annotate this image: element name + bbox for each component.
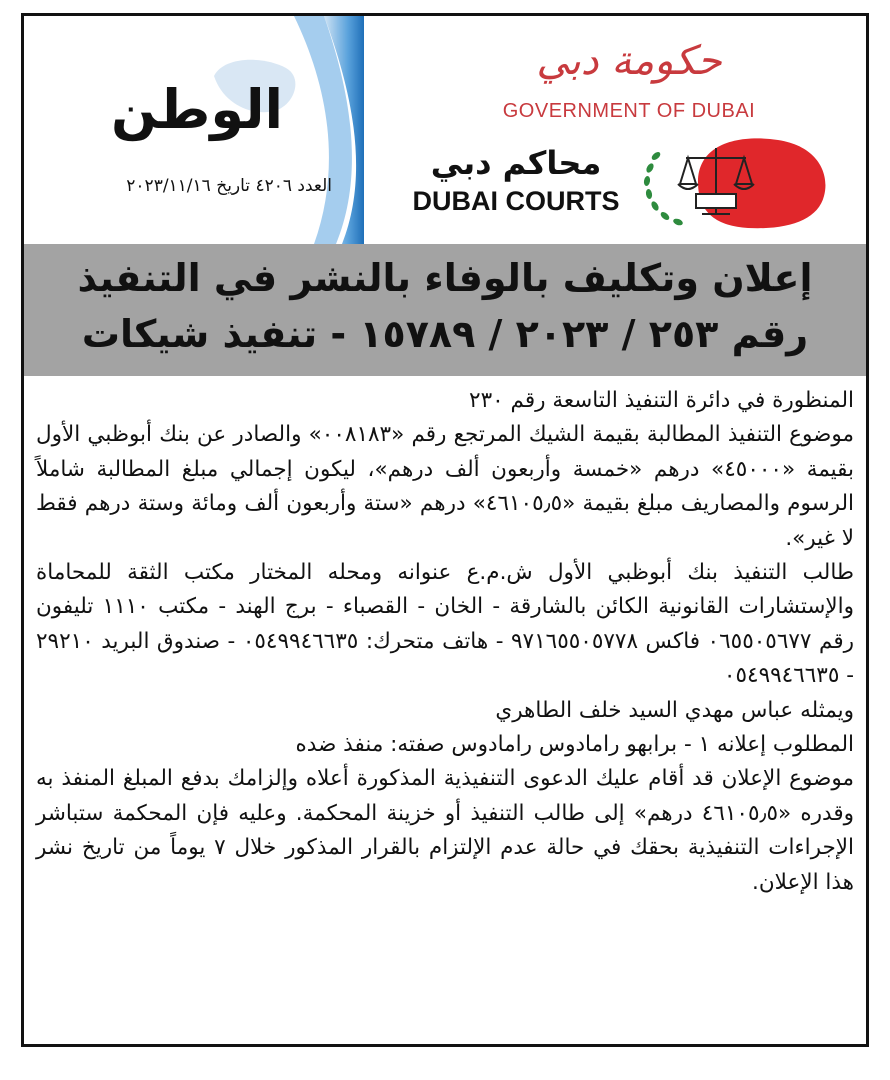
advertisement-frame [21, 13, 869, 1047]
execution-circuit: المنظورة في دائرة التنفيذ التاسعة رقم ٢٣٠ [469, 388, 854, 413]
courts-name-arabic: محاكم دبي [430, 144, 602, 182]
dubai-courts-emblem-icon [638, 134, 828, 230]
execution-requester: طالب التنفيذ بنك أبوظبي الأول ش.م.ع عنوانه ومحله المختار مكتب الثقة للمحاماة والإستشارات القانونية الكائن بالشارقة - الخان - القصباء - برج الهند - مكتب ١١١٠ تليفون رقم ٠٦٥٥٠٥٦٧٧ فاكس ٩٧١٦٥٥٠٥٧٧٨ - هاتف متحرك: ٠٥٤٩٩٤٦٦٣٥ - صندوق البريد ٢٩٢١٠ - ٠٥٤٩٩٤٦٦٣٥ [36, 560, 854, 689]
notice-subject: موضوع الإعلان قد أقام عليك الدعوى التنفيذية المذكورة أعلاه وإلزامك بدفع المبلغ المنفذ به وقدره «٤٦١٠٥٫٥ درهم» إلى طالب التنفيذ أو خزينة المحكمة. وعليه فإن المحكمة ستباشر الإجراءات التنفيذية بحقك في حالة عدم الإلتزام بالقرار المذكور خلال ٧ يوماً من تاريخ نشر هذا الإعلان. [36, 766, 854, 895]
representative: ويمثله عباس مهدي السيد خلف الطاهري [495, 697, 854, 723]
notified-party: المطلوب إعلانه ١ - برابهو رامادوس رامادوس صفته: منفذ ضده [295, 732, 854, 758]
newspaper-name: الوطن [110, 78, 284, 141]
execution-subject: موضوع التنفيذ المطالبة بقيمة الشيك المرتجع رقم «٠٠٨١٨٣» والصادر عن بنك أبوظبي الأول بقيمة «٤٥٠٠٠» درهم «خمسة وأربعون ألف درهم»، ليكون إجمالي مبلغ المطالبة شاملاً الرسوم والمصاريف مبلغ بقيمة «٤٦١٠٥٫٥» درهم «ستة وأربعون ألف ومائة وستة درهم فقط لا غير». [36, 422, 854, 551]
issue-number-date: العدد ٤٢٠٦ تاريخ ٢٠٢٣/١١/١٦ [126, 176, 332, 196]
notice-body [36, 384, 854, 900]
header [24, 16, 866, 244]
notice-title-band [24, 244, 866, 376]
government-name-english: GOVERNMENT OF DUBAI [502, 100, 756, 122]
courts-name-english: DUBAI COURTS [412, 186, 620, 216]
government-name-arabic: حكومة دبي [536, 38, 722, 84]
notice-title: إعلان وتكليف بالوفاء بالنشر في التنفيذ [77, 256, 813, 300]
case-number: رقم ٢٥٣ / ٢٠٢٣ / ١٥٧٨٩ - تنفيذ شيكات [81, 312, 809, 356]
